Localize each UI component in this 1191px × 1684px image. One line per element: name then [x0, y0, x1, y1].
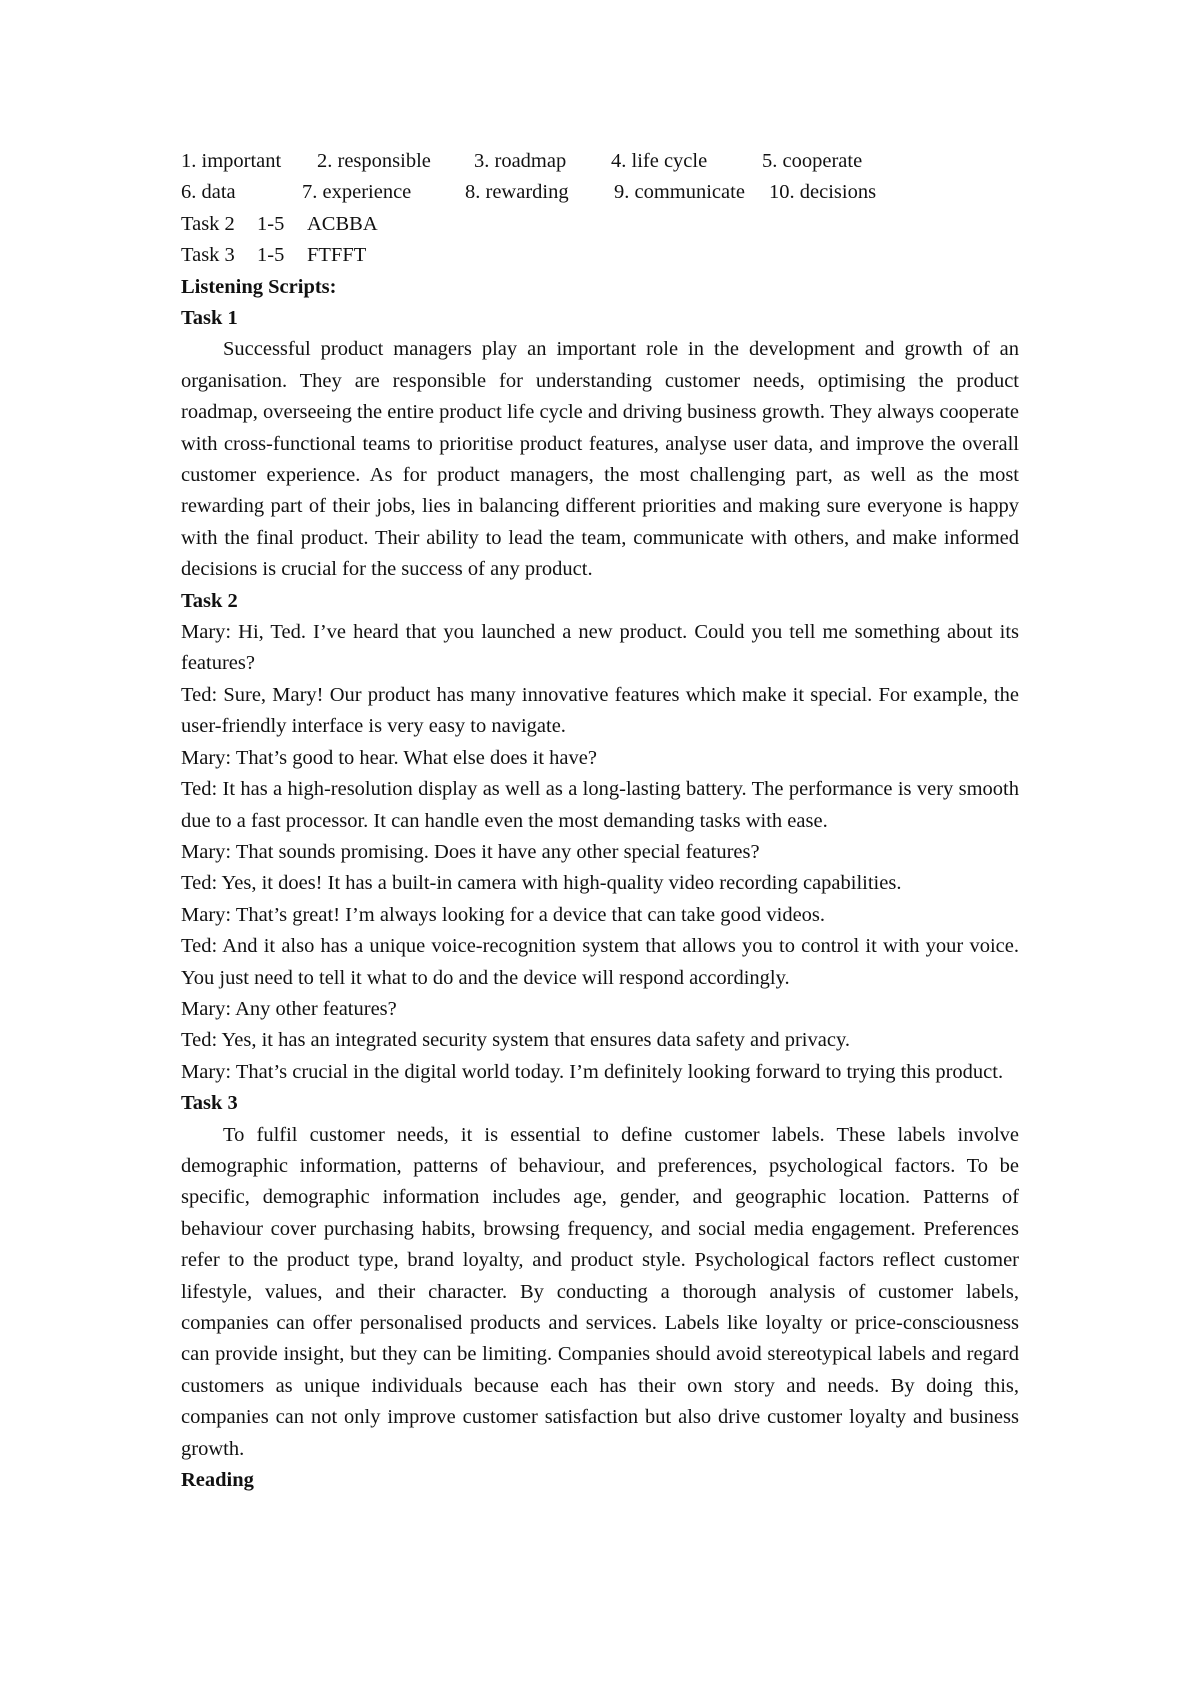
- dialogue-line: Mary: Any other features?: [181, 997, 397, 1020]
- scripts-heading: Listening Scripts:: [181, 275, 337, 298]
- answer-row-2: [181, 177, 1019, 208]
- answer-row-1: [181, 146, 1019, 177]
- answer-item: 2. responsible: [317, 150, 431, 172]
- task2-answer-range: 1-5: [257, 212, 285, 235]
- answer-item: 7. experience: [302, 181, 412, 204]
- reading-heading: Reading: [181, 1469, 254, 1492]
- dialogue-line: Mary: That’s crucial in the digital world today. I’m definitely looking forward to trying this product.: [181, 1060, 1004, 1083]
- dialogue-line: Ted: It has a high-resolution display as well as a long-lasting battery. The performance is very smooth due to a fast processor. It can handle even the most demanding tasks with ease.: [181, 778, 1019, 832]
- answer-item: 4. life cycle: [611, 150, 708, 172]
- task2-heading: Task 2: [181, 589, 238, 612]
- answer-item: 6. data: [181, 181, 236, 204]
- answer-item: 8. rewarding: [465, 181, 569, 204]
- answer-item: 5. cooperate: [762, 150, 863, 172]
- answer-item: 9. communicate: [614, 181, 745, 204]
- dialogue-line: Ted: Yes, it has an integrated security system that ensures data safety and privacy.: [181, 1029, 850, 1052]
- answer-item: 3. roadmap: [474, 150, 567, 172]
- task3-answer-key: FTFFT: [307, 244, 367, 267]
- task3-answer-line: [181, 240, 1019, 271]
- task1-script: Successful product managers play an important role in the development and growth of an organisation. They are responsible for understanding customer needs, optimising the product roadmap, overseeing the entire product life cycle and driving business growth. They always cooperate with cross-functional teams to prioritise product features, analyse user data, and improve the overall customer experience. As for product managers, the most challenging part, as well as the most rewarding part of their jobs, lies in balancing different priorities and making sure everyone is happy with the final product. Their ability to lead the team, communicate with others, and make informed decisions is crucial for the success of any product.: [181, 338, 1019, 581]
- task1-heading: Task 1: [181, 307, 238, 329]
- task2-answer-label: Task 2: [181, 212, 235, 235]
- answer-item: 10. decisions: [769, 181, 877, 204]
- task3-script: To fulfil customer needs, it is essential to define customer labels. These labels involve demographic information, patterns of behaviour, and preferences, psychological factors. To be specific, demographic information includes age, gender, and geographic location. Patterns of behaviour cover purchasing habits, browsing frequency, and social media engagement. Preferences refer to the product type, brand loyalty, and product style. Psychological factors reflect customer lifestyle, values, and their character. By conducting a thorough analysis of customer labels, companies can offer personalised products and services. Labels like loyalty or price-consciousness can provide insight, but they can be limiting. Companies should avoid stereotypical labels and regard customers as unique individuals because each has their own story and needs. By doing this, companies can not only improve customer satisfaction but also drive customer loyalty and business growth.: [181, 1123, 1019, 1460]
- task3-heading: Task 3: [181, 1092, 238, 1115]
- dialogue-line: Ted: And it also has a unique voice-recognition system that allows you to control it with your voice. You just need to tell it what to do and the device will respond accordingly.: [181, 935, 1019, 989]
- dialogue-line: Mary: That sounds promising. Does it have any other special features?: [181, 840, 760, 863]
- dialogue-line: Ted: Yes, it does! It has a built-in camera with high-quality video recording capabilities.: [181, 872, 902, 895]
- dialogue-line: Ted: Sure, Mary! Our product has many innovative features which make it special. For example, the user-friendly interface is very easy to navigate.: [181, 683, 1019, 738]
- dialogue-line: Mary: Hi, Ted. I’ve heard that you launched a new product. Could you tell me something about its features?: [181, 621, 1019, 675]
- document-page: [181, 146, 1019, 1496]
- task3-answer-range: 1-5: [257, 244, 285, 267]
- task2-answer-line: [181, 209, 1019, 240]
- dialogue-line: Mary: That’s great! I’m always looking for a device that can take good videos.: [181, 903, 826, 926]
- task2-answer-key: ACBBA: [307, 212, 378, 235]
- task3-answer-label: Task 3: [181, 244, 235, 267]
- dialogue-line: Mary: That’s good to hear. What else does it have?: [181, 746, 597, 769]
- answer-item: 1. important: [181, 150, 282, 172]
